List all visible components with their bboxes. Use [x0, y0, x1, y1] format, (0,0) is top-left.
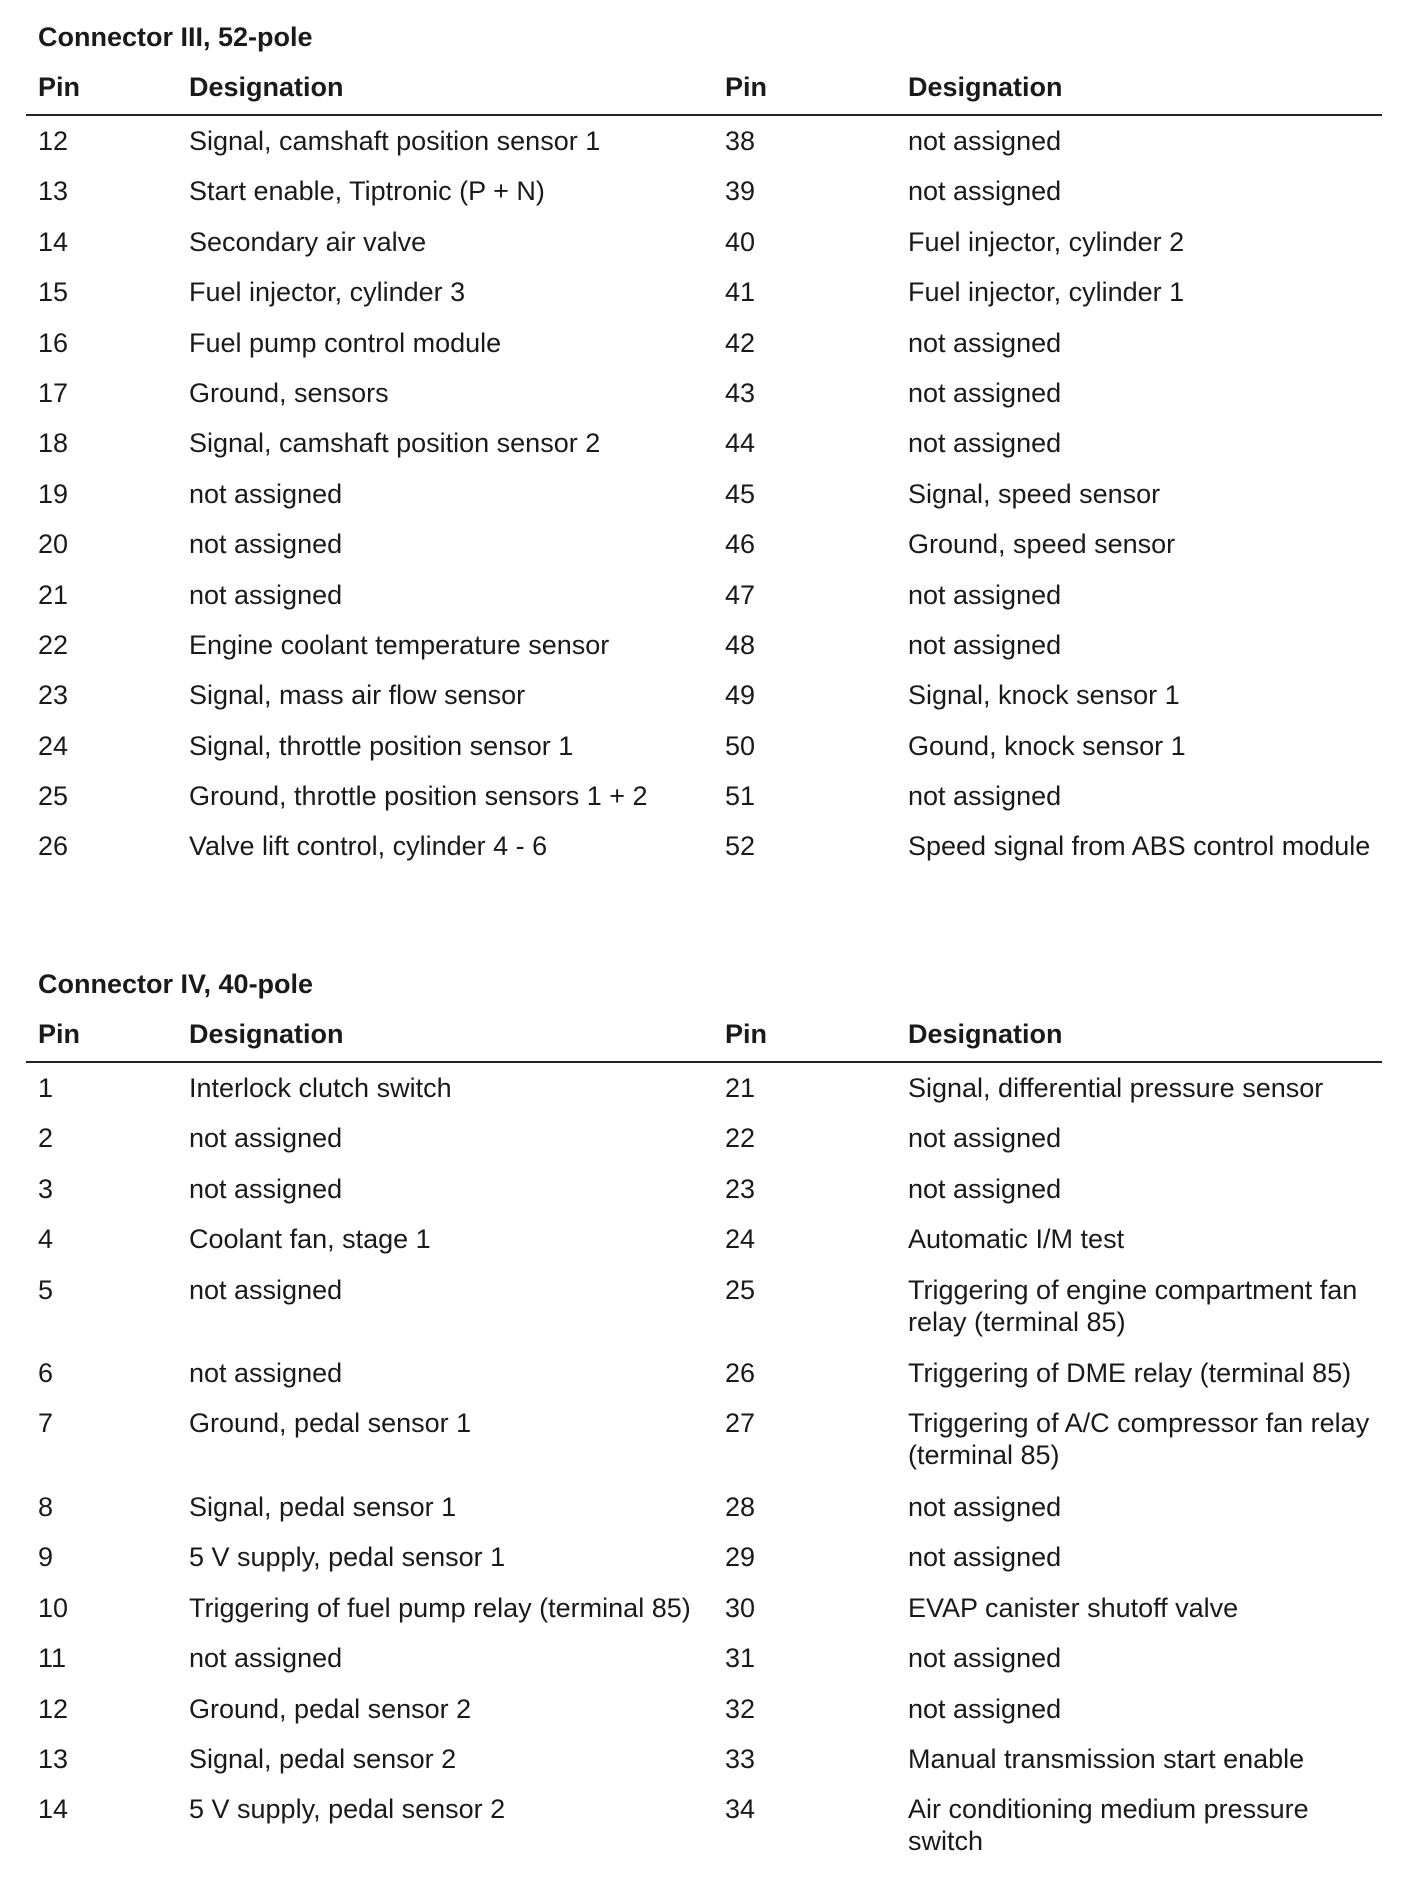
designation-cell: Ground, throttle position sensors 1 + 2 — [189, 781, 648, 812]
table-body — [26, 125, 1382, 881]
designation-cell: Signal, pedal sensor 1 — [189, 1491, 457, 1522]
pin-cell: 25 — [725, 1274, 756, 1305]
table-row — [26, 1491, 1382, 1541]
pin-cell: 11 — [38, 1643, 67, 1674]
pin-cell: 46 — [725, 529, 756, 560]
pin-cell: 23 — [38, 680, 69, 711]
pin-cell: 15 — [38, 277, 69, 308]
designation-cell: not assigned — [908, 327, 1062, 358]
pin-cell: 21 — [38, 579, 69, 610]
table-row — [26, 327, 1382, 377]
table-row — [26, 528, 1382, 578]
pin-cell: 16 — [38, 327, 69, 358]
pin-cell: 8 — [38, 1491, 54, 1522]
designation-cell: Signal, differential pressure sensor — [908, 1073, 1324, 1103]
pin-cell: 12 — [38, 126, 69, 156]
designation-cell: Manual transmission start enable — [908, 1743, 1305, 1774]
pin-cell: 29 — [725, 1542, 756, 1573]
pin-cell: 42 — [725, 327, 756, 358]
table-row — [26, 629, 1382, 679]
pin-cell: 9 — [38, 1542, 54, 1573]
pin-cell: 47 — [725, 579, 756, 610]
table-row — [26, 730, 1382, 780]
table-row — [26, 1173, 1382, 1223]
designation-cell: not assigned — [908, 176, 1062, 207]
designation-cell: not assigned — [189, 1123, 343, 1154]
designation-cell: 5 V supply, pedal sensor 2 — [189, 1794, 506, 1825]
designation-cell: Engine coolant temperature sensor — [189, 629, 610, 660]
designation-cell: Start enable, Tiptronic (P + N) — [189, 176, 545, 207]
designation-cell: Coolant fan, stage 1 — [189, 1224, 431, 1255]
pin-cell: 12 — [38, 1693, 69, 1724]
designation-cell: Fuel injector, cylinder 3 — [189, 277, 466, 308]
designation-cell: Triggering of fuel pump relay (terminal 85) — [189, 1592, 691, 1623]
designation-cell: not assigned — [908, 1643, 1062, 1674]
pin-cell: 19 — [38, 478, 69, 509]
designation-cell: Triggering of A/C compressor fan relay (terminal 85) — [908, 1408, 1370, 1471]
header-pin: Pin — [725, 1019, 768, 1049]
pin-cell: 43 — [725, 377, 756, 408]
pin-cell: 26 — [725, 1358, 756, 1389]
designation-cell: Signal, camshaft position sensor 1 — [189, 126, 601, 156]
pin-cell: 22 — [725, 1123, 756, 1154]
designation-cell: not assigned — [189, 579, 343, 610]
table-row — [26, 830, 1382, 880]
table-row — [26, 780, 1382, 830]
designation-cell: not assigned — [908, 1542, 1062, 1573]
designation-cell: Speed signal from ABS control module — [908, 831, 1371, 862]
table-row — [26, 1592, 1382, 1642]
pin-cell: 50 — [725, 730, 756, 761]
pin-cell: 24 — [38, 730, 69, 761]
designation-cell: Automatic I/M test — [908, 1224, 1125, 1255]
pin-cell: 13 — [38, 176, 69, 207]
table-row — [26, 1793, 1382, 1877]
pin-cell: 33 — [725, 1743, 756, 1774]
designation-cell: Signal, camshaft position sensor 2 — [189, 428, 601, 459]
pin-cell: 41 — [725, 277, 756, 308]
pin-cell: 49 — [725, 680, 756, 711]
table-row — [26, 679, 1382, 729]
section-title: Connector III, 52-pole — [38, 22, 313, 52]
pin-cell: 1 — [38, 1073, 54, 1103]
designation-cell: not assigned — [908, 428, 1062, 459]
table-row — [26, 276, 1382, 326]
pin-cell: 22 — [38, 629, 69, 660]
table-row — [26, 1541, 1382, 1591]
designation-cell: not assigned — [189, 529, 343, 560]
designation-cell: not assigned — [908, 1173, 1062, 1204]
designation-cell: Signal, mass air flow sensor — [189, 680, 526, 711]
pin-cell: 10 — [38, 1592, 69, 1623]
pin-cell: 4 — [38, 1224, 54, 1255]
designation-cell: not assigned — [908, 1123, 1062, 1154]
header-pin: Pin — [38, 72, 81, 102]
header-designation: Designation — [908, 72, 1063, 102]
header-designation: Designation — [189, 72, 344, 102]
designation-cell: Fuel injector, cylinder 1 — [908, 277, 1185, 308]
pin-cell: 45 — [725, 478, 756, 509]
designation-cell: Ground, pedal sensor 1 — [189, 1408, 472, 1439]
designation-cell: 5 V supply, pedal sensor 1 — [189, 1542, 506, 1573]
pin-cell: 24 — [725, 1224, 756, 1255]
designation-cell: not assigned — [908, 579, 1062, 610]
table-row — [26, 579, 1382, 629]
pin-cell: 34 — [725, 1794, 756, 1825]
pin-cell: 39 — [725, 176, 756, 207]
designation-cell: Fuel pump control module — [189, 327, 502, 358]
designation-cell: not assigned — [189, 1173, 343, 1204]
designation-cell: EVAP canister shutoff valve — [908, 1592, 1239, 1623]
table-row — [26, 1223, 1382, 1273]
table-row — [26, 1407, 1382, 1491]
table-row — [26, 1743, 1382, 1793]
pin-cell: 13 — [38, 1743, 69, 1774]
table-row — [26, 478, 1382, 528]
table-body — [26, 1072, 1382, 1877]
pin-cell: 20 — [38, 529, 69, 560]
designation-cell: Interlock clutch switch — [189, 1073, 452, 1103]
pin-cell: 40 — [725, 226, 756, 257]
designation-cell: not assigned — [189, 478, 343, 509]
header-designation: Designation — [189, 1019, 344, 1049]
designation-cell: Signal, knock sensor 1 — [908, 680, 1180, 711]
pin-cell: 25 — [38, 781, 69, 812]
designation-cell: not assigned — [189, 1274, 343, 1305]
table-row — [26, 1122, 1382, 1172]
header-pin: Pin — [725, 72, 768, 102]
designation-cell: not assigned — [908, 126, 1062, 156]
designation-cell: Ground, pedal sensor 2 — [189, 1693, 472, 1724]
designation-cell: Air conditioning medium pressure switch — [908, 1794, 1309, 1857]
designation-cell: Gound, knock sensor 1 — [908, 730, 1186, 761]
table-row — [26, 175, 1382, 225]
header-pin: Pin — [38, 1019, 81, 1049]
table-row — [26, 226, 1382, 276]
pin-cell: 7 — [38, 1408, 54, 1439]
pin-cell: 28 — [725, 1491, 756, 1522]
pin-cell: 48 — [725, 629, 756, 660]
designation-cell: not assigned — [908, 1693, 1062, 1724]
table-row — [26, 377, 1382, 427]
table-row — [26, 1072, 1382, 1122]
designation-cell: not assigned — [908, 377, 1062, 408]
designation-cell: Ground, sensors — [189, 377, 389, 408]
designation-cell: Fuel injector, cylinder 2 — [908, 226, 1185, 257]
designation-cell: not assigned — [908, 1491, 1062, 1522]
section-title: Connector IV, 40-pole — [38, 969, 314, 999]
pin-cell: 31 — [725, 1643, 756, 1674]
pin-cell: 21 — [725, 1073, 756, 1103]
pin-cell: 26 — [38, 831, 69, 862]
pin-cell: 44 — [725, 428, 756, 459]
designation-cell: not assigned — [189, 1643, 343, 1674]
table-header — [26, 1017, 1382, 1063]
header-designation: Designation — [908, 1019, 1063, 1049]
designation-cell: Signal, speed sensor — [908, 478, 1161, 509]
designation-cell: Triggering of engine compartment fan relay (terminal 85) — [908, 1274, 1358, 1337]
pin-cell: 51 — [725, 781, 756, 812]
designation-cell: Signal, pedal sensor 2 — [189, 1743, 457, 1774]
pin-cell: 3 — [38, 1173, 54, 1204]
pin-cell: 52 — [725, 831, 756, 862]
pin-cell: 30 — [725, 1592, 756, 1623]
table-row — [26, 1357, 1382, 1407]
pin-cell: 6 — [38, 1358, 54, 1389]
pin-cell: 17 — [38, 377, 69, 408]
pin-cell: 18 — [38, 428, 69, 459]
pin-cell: 14 — [38, 1794, 69, 1825]
table-row — [26, 1693, 1382, 1743]
pin-cell: 14 — [38, 226, 69, 257]
table-row — [26, 427, 1382, 477]
pin-cell: 2 — [38, 1123, 54, 1154]
table-row — [26, 125, 1382, 175]
designation-cell: not assigned — [908, 781, 1062, 812]
designation-cell: not assigned — [189, 1358, 343, 1389]
designation-cell: Signal, throttle position sensor 1 — [189, 730, 574, 761]
pin-cell: 32 — [725, 1693, 756, 1724]
table-header — [26, 70, 1382, 116]
designation-cell: Valve lift control, cylinder 4 - 6 — [189, 831, 548, 862]
pin-cell: 23 — [725, 1173, 756, 1204]
pin-cell: 5 — [38, 1274, 54, 1305]
pin-cell: 38 — [725, 126, 756, 156]
designation-cell: Triggering of DME relay (terminal 85) — [908, 1358, 1352, 1389]
designation-cell: not assigned — [908, 629, 1062, 660]
designation-cell: Secondary air valve — [189, 226, 427, 257]
table-row — [26, 1274, 1382, 1358]
designation-cell: Ground, speed sensor — [908, 529, 1176, 560]
table-row — [26, 1642, 1382, 1692]
pin-cell: 27 — [725, 1408, 756, 1439]
